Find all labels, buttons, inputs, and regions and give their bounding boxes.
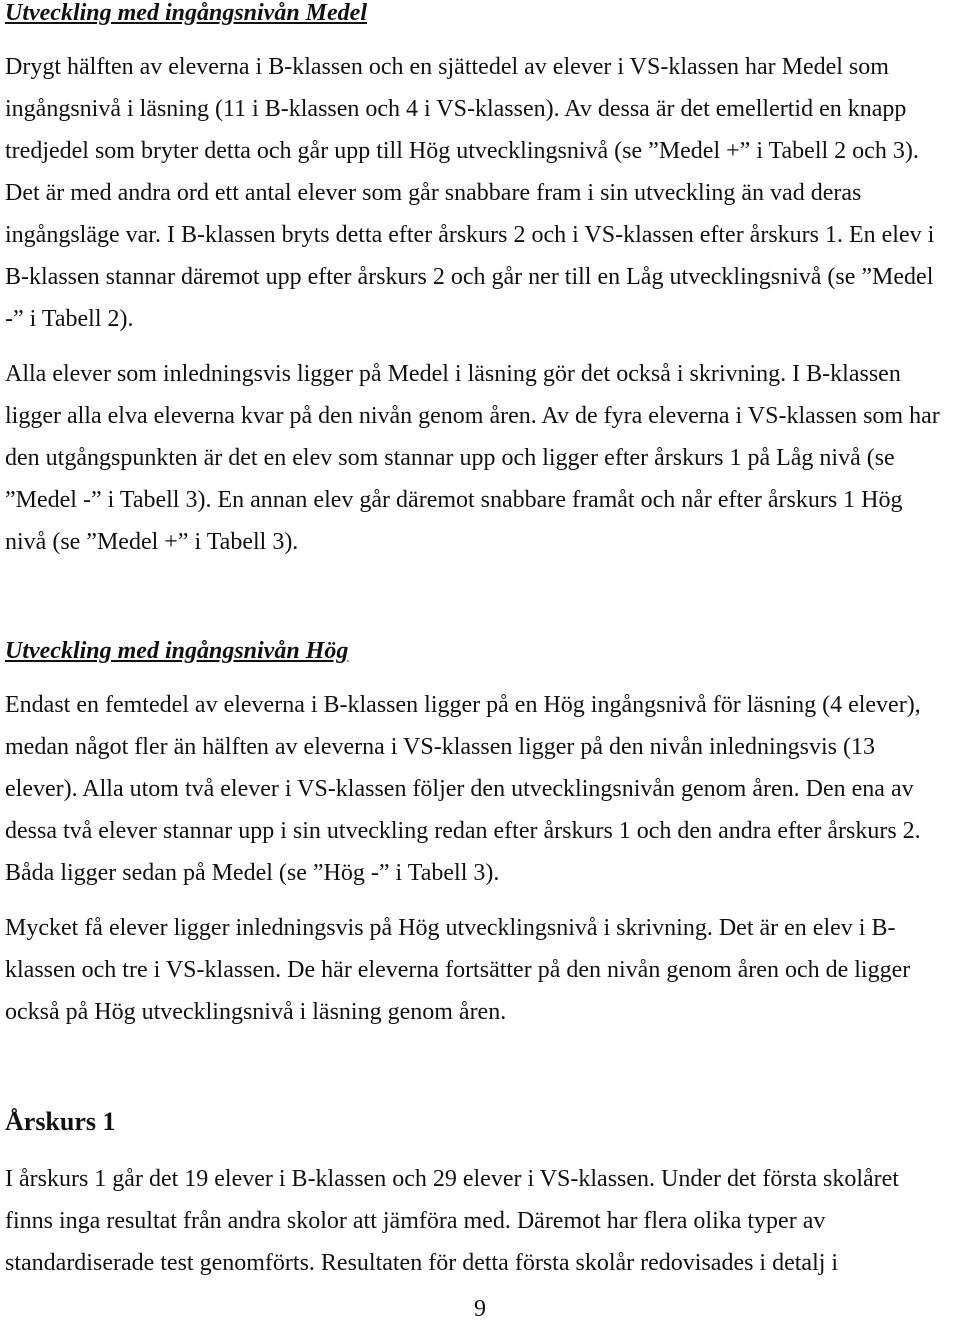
section-heading-hog: Utveckling med ingångsnivån Hög: [5, 638, 349, 664]
section-heading-medel: Utveckling med ingångsnivån Medel: [5, 0, 367, 26]
paragraph-arskurs-1: [5, 1158, 899, 1284]
paragraph-medel-reading: [5, 46, 934, 340]
paragraph-line: ligger alla elva eleverna kvar på den nivån genom åren. Av de fyra eleverna i VS-klassen som har: [5, 403, 940, 429]
paragraph-line: ”Medel -” i Tabell 3). En annan elev går däremot snabbare framåt och når efter årskurs 1 Hög: [5, 487, 903, 513]
paragraph-line: Båda ligger sedan på Medel (se ”Hög -” i Tabell 3).: [5, 860, 500, 886]
paragraph-line: -” i Tabell 2).: [5, 306, 134, 332]
paragraph-line: Mycket få elever ligger inledningsvis på Hög utvecklingsnivå i skrivning. Det är en elev i B-: [5, 915, 896, 941]
paragraph-line: Alla elever som inledningsvis ligger på Medel i läsning gör det också i skrivning. I B-klassen: [5, 361, 901, 387]
paragraph-line: elever). Alla utom två elever i VS-klassen följer den utvecklingsnivån genom åren. Den ena av: [5, 776, 914, 802]
paragraph-line: Det är med andra ord ett antal elever som går snabbare fram i sin utveckling än vad deras: [5, 180, 862, 206]
paragraph-line: tredjedel som bryter detta och går upp till Hög utvecklingsnivå (se ”Medel +” i Tabell 2 och 3).: [5, 138, 919, 164]
paragraph-hog-reading: [5, 684, 921, 894]
paragraph-line: Endast en femtedel av eleverna i B-klassen ligger på en Hög ingångsnivå för läsning (4 elever),: [5, 692, 921, 718]
paragraph-medel-writing: [5, 353, 940, 563]
paragraph-line: medan något fler än hälften av eleverna i VS-klassen ligger på den nivån inledningsvis (13: [5, 734, 875, 760]
paragraph-line: finns inga resultat från andra skolor att jämföra med. Däremot har flera olika typer av: [5, 1208, 826, 1234]
paragraph-line: nivå (se ”Medel +” i Tabell 3).: [5, 529, 299, 555]
paragraph-line: klassen och tre i VS-klassen. De här eleverna fortsätter på den nivån genom åren och de ligger: [5, 957, 911, 983]
page-number: 9: [474, 1296, 486, 1322]
paragraph-line: den utgångspunkten är det en elev som stannar upp och ligger efter årskurs 1 på Låg nivå (se: [5, 445, 895, 471]
paragraph-line: B-klassen stannar däremot upp efter årskurs 2 och går ner till en Låg utvecklingsnivå (se ”Medel: [5, 264, 934, 290]
paragraph-hog-writing: [5, 907, 910, 1033]
paragraph-line: också på Hög utvecklingsnivå i läsning genom åren.: [5, 999, 507, 1025]
paragraph-line: dessa två elever stannar upp i sin utveckling redan efter årskurs 1 och den andra efter årskurs 2.: [5, 818, 921, 844]
paragraph-line: ingångsnivå i läsning (11 i B-klassen och 4 i VS-klassen). Av dessa är det emellertid en knapp: [5, 96, 907, 122]
paragraph-line: I årskurs 1 går det 19 elever i B-klassen och 29 elever i VS-klassen. Under det första skolåret: [5, 1166, 899, 1192]
section-heading-arskurs-1: Årskurs 1: [5, 1107, 116, 1136]
paragraph-line: standardiserade test genomförts. Resultaten för detta första skolår redovisades i detalj i: [5, 1250, 839, 1276]
paragraph-line: Drygt hälften av eleverna i B-klassen och en sjättedel av elever i VS-klassen har Medel som: [5, 54, 889, 80]
paragraph-line: ingångsläge var. I B-klassen bryts detta efter årskurs 2 och i VS-klassen efter årskurs 1. En elev i: [5, 222, 935, 248]
